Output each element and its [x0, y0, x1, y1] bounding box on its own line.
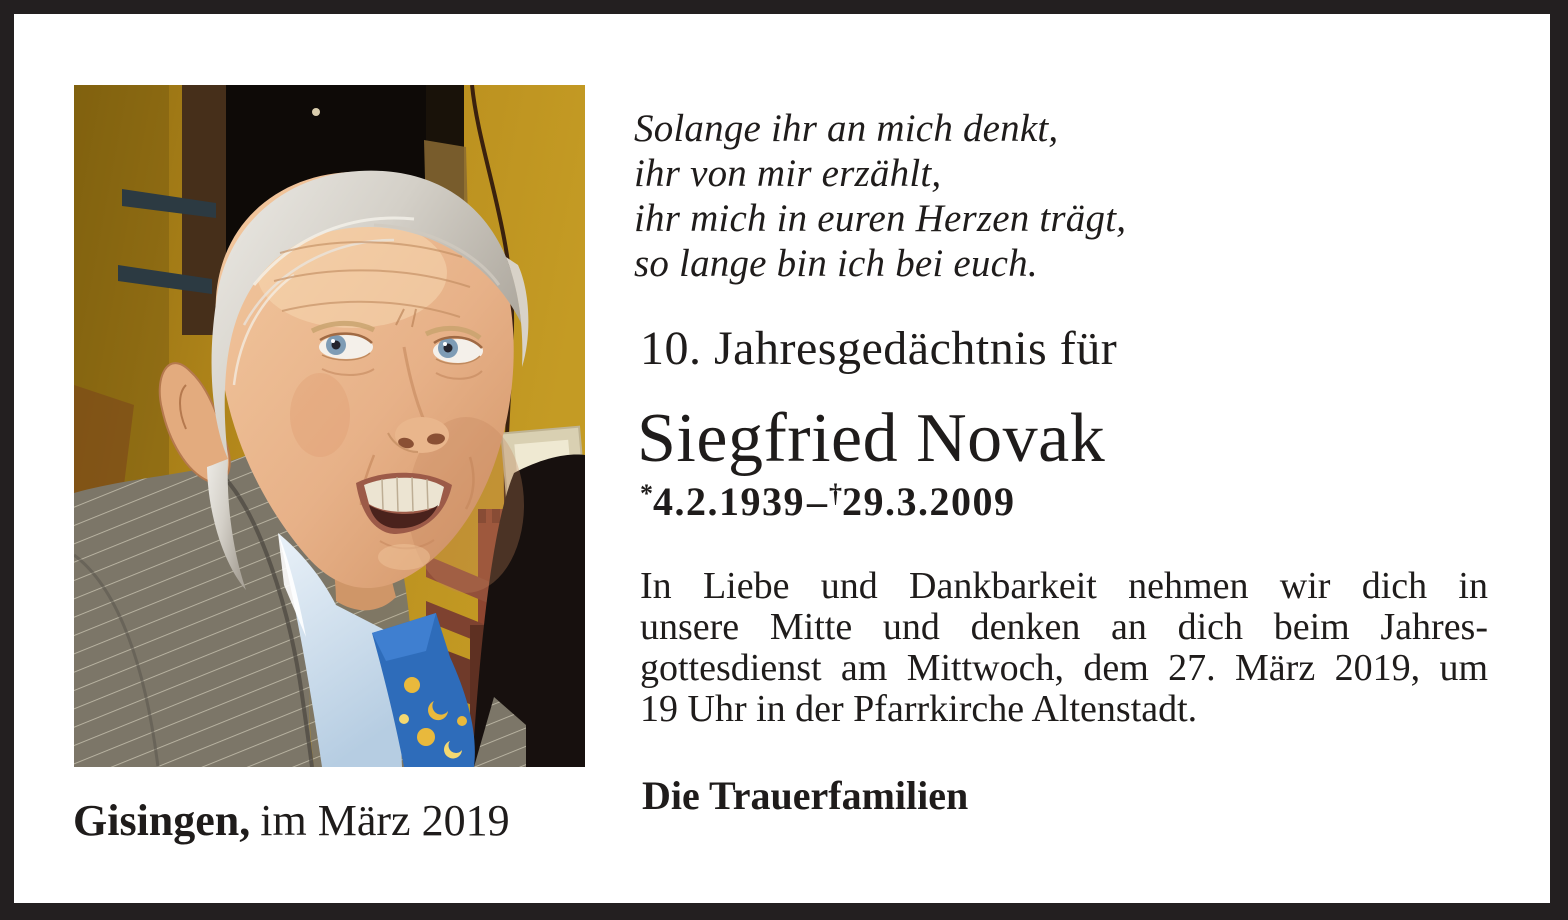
poem-line: ihr mich in euren Herzen trägt,: [634, 197, 1127, 240]
text-line: 19 Uhr in der Pfarrkirche Altenstadt.: [640, 688, 1198, 730]
text-line: gottesdienst am Mittwoch, dem 27. März 2019, um: [640, 647, 1488, 689]
place-name: Gisingen,: [73, 796, 251, 845]
death-cross-symbol: †: [829, 479, 842, 508]
birth-date: 4.2.1939: [653, 479, 805, 524]
portrait-photo: [74, 85, 585, 767]
occasion-heading: 10. Jahresgedächtnis für: [640, 322, 1118, 375]
text-line: In Liebe und Dankbarkeit nehmen wir dich in: [640, 565, 1488, 607]
invitation-text: [640, 566, 1488, 730]
poem-line: Solange ihr an mich denkt,: [634, 107, 1059, 150]
memorial-poem: [634, 106, 1482, 286]
date-text: im März 2019: [260, 796, 510, 845]
birth-star-symbol: *: [640, 479, 653, 508]
poem-line: ihr von mir erzählt,: [634, 152, 942, 195]
poem-line: so lange bin ich bei euch.: [634, 242, 1038, 285]
memorial-card: [14, 14, 1550, 903]
dates-dash: –: [807, 479, 827, 524]
text-line: unsere Mitte und denken an dich beim Jahres-: [640, 606, 1488, 648]
life-dates: [640, 479, 1488, 527]
deceased-name: Siegfried Novak: [637, 400, 1106, 477]
place-date-line: [73, 798, 510, 844]
signature: Die Trauerfamilien: [642, 773, 969, 818]
death-date: 29.3.2009: [842, 479, 1016, 524]
